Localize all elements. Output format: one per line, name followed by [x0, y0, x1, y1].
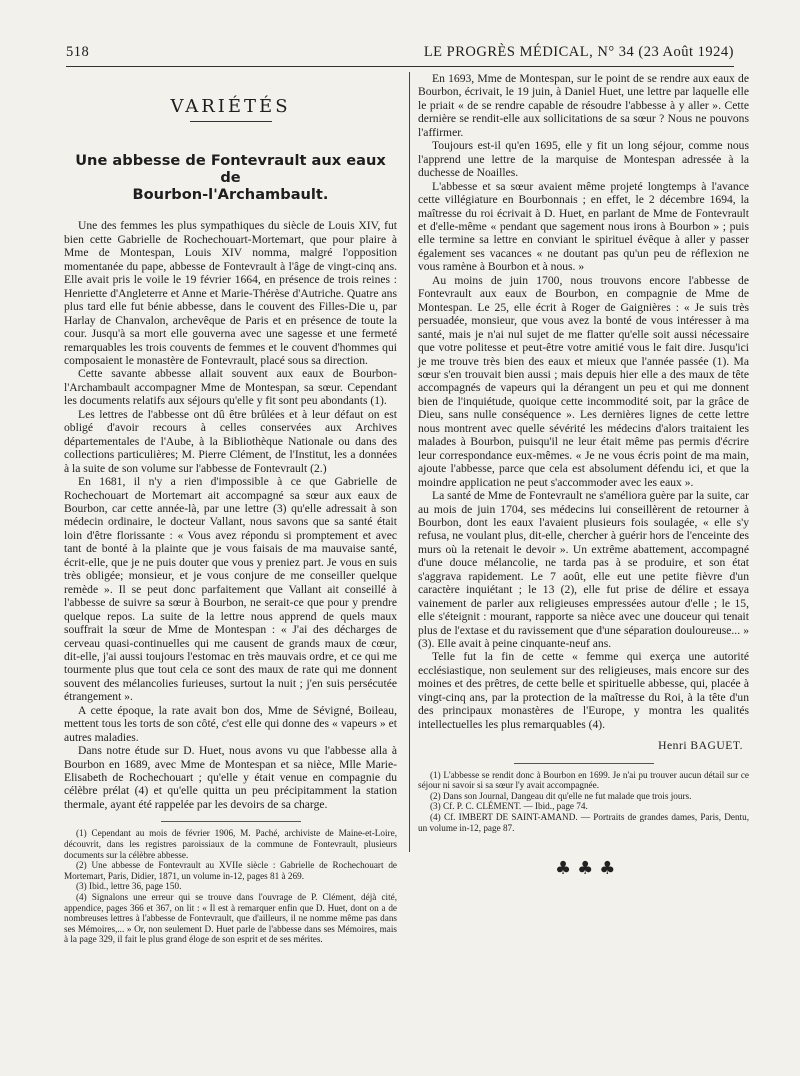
footnote: (2) Une abbesse de Fontevrault au XVIIe siècle : Gabrielle de Rochechouart de Mortemart, Paris, Didier, 1871, un volume in-12, pages 81 à 269.	[64, 860, 397, 881]
title-line-1: Une abbesse de Fontevrault aux eaux de	[75, 152, 386, 187]
footnote-rule	[514, 763, 654, 764]
paragraph: Au moins de juin 1700, nous trouvons encore l'abbesse de Fontevrault aux eaux de Bourbon, en compagnie de Mme de Montespan. Le 25, elle écrit à Roger de Gaignières : « Je suis très persuadée, monsieur, que vous avez la bonté de vous intéresser à ma santé, mais je n'ai nul sujet de me flatter qu'elle soit aussi nécessaire que votre politesse et peut-être votre amitié vous le fait dire. Jusqu'ici je me trouve très bien des eaux et mieux que l'année passée (1). Ma sœur s'en trouvait bien aussi ; mais depuis hier elle a des maux de tête accompagnés de vapeurs qui la dérangent un peu et qui me donnent bien de l'inquiétude, quoique cette incommodité soit, par la grâce de Dieu, sans nulle conséquence ». Les dernières lignes de cette lettre nous montrent avec quelle sévérité les médecins d'alors traitaient les malades à Bourbon, puisqu'il ne leur était même pas permis d'écrire leur correspondance eux-mêmes. « Je ne vous écris point de ma main, ajoute l'abbesse, parce que cela est absolument défendu ici, et que la moindre application ne peut s'accommoder avec les eaux ».	[418, 273, 749, 489]
title-line-2: Bourbon-l'Archambault.	[132, 186, 329, 204]
footnotes-left	[64, 828, 397, 945]
footnote: (3) Ibid., lettre 36, page 150.	[76, 881, 182, 892]
right-column	[418, 72, 749, 833]
paragraph: Une des femmes les plus sympathiques du siècle de Louis XIV, fut bien cette Gabrielle de Rochechouart-Mortemart, que pour plaire à Mme de Montespan, Louis XIV nomma, malgré l'opposition momentanée du pape, abbesse de Fontevrault à l'âge de vingt-cinq ans. Elle avait pris le voile le 19 février 1664, en présence de trois reines : Henriette d'Angleterre et Anne et Marie-Thérèse d'Autriche. Quatre ans plus tard elle fut bénie abbesse, dans le couvent des Filles-Die u, par Harlay de Chanvalon, archevêque de Paris et en présence de toute la cour. Jusqu'à sa mort elle gouverna avec une sagesse et une fermeté remarquables les trois couvents de femmes et le couvent d'hommes qui composaient le monastère de Fontevrault, placé sous sa direction.	[64, 219, 397, 367]
footnote: (3) Cf. P. C. CLÉMENT. — Ibid., page 74.	[430, 801, 588, 812]
article-title	[64, 152, 397, 203]
footnote: (4) Cf. IMBERT DE SAINT-AMAND. — Portraits de grandes dames, Paris, Dentu, un volume in-12, page 87.	[418, 812, 749, 833]
page-number: 518	[66, 44, 90, 60]
footnote: (1) Cependant au mois de février 1906, M. Paché, archiviste de Maine-et-Loire, découvrit, dans les registres paroissiaux de la commune de Fontevrault, plusieurs documents sur la célèbre abbesse.	[64, 828, 397, 860]
header-rule	[66, 66, 734, 67]
section-heading: VARIÉTÉS	[170, 96, 291, 117]
paragraph: Les lettres de l'abbesse ont dû être brûlées et à leur défaut on est obligé d'avoir recours à celles conservées aux Archives départementales de l'Aube, à la Bibliothèque Nationale ou dans des collections particulières; M. Pierre Clément, de l'Institut, les a données à la suite de son volume sur l'abbesse de Fontevrault (2.)	[64, 407, 397, 475]
footnote: (1) L'abbesse se rendit donc à Bourbon en 1699. Je n'ai pu trouver aucun détail sur ce séjour ni savoir si sa sœur l'y avait accompagnée.	[418, 769, 749, 791]
paragraph: A cette époque, la rate avait bon dos, Mme de Sévigné, Boileau, mettent tous les torts de son côté, c'est elle qui donne des « vapeurs » et autres maladies.	[64, 703, 397, 744]
author-signature: Henri BAGUET.	[658, 739, 743, 753]
paragraph: Telle fut la fin de cette « femme qui exerça une autorité ecclésiastique, non seulement sur des religieuses, mais encore sur des moines et des prêtres, de cette belle et spirituelle abbesse, qui, placée à vingt-cinq ans, par la protection de la maîtresse du Roi, à la tête d'un des principaux monastères de l'Europe, y montra les qualités intellectuelles les plus remarquables (4).	[418, 650, 749, 731]
column-divider	[409, 72, 410, 852]
footnote: (4) Signalons une erreur qui se trouve dans l'ouvrage de P. Clément, déjà cité, appendice, pages 366 et 367, on lit : « Il est à remarquer enfin que D. Huet, dont on a de nombreuses lettres à l'abbesse de Fontevrault, que d'ailleurs, il ne nomme même pas dans ses Mémoires,... » Or, non seulement D. Huet parle de l'abbesse dans ses Mémoires, mais à la page 329, il fait le plus grand éloge de son esprit et de ses mérites.	[64, 891, 397, 945]
journal-title: LE PROGRÈS MÉDICAL, N° 34 (23 Août 1924)	[423, 44, 734, 60]
paragraph: La santé de Mme de Fontevrault ne s'améliora guère par la suite, car au mois de juin 1704, ses médecins lui conseillèrent de retourner à Bourbon, dont les eaux l'avaient plusieurs fois soulagée, « elle s'y refusa, ne voulant plus, dit-elle, chercher à guérir hors de l'enceinte des murs où la retenait le devoir ». Un extrême abattement, accompagné d'une douce mélancolie, ne tarda pas à se produire, et son état s'aggrava rapidement. Le 7 août, elle eut une petite fièvre d'un caractère inquiétant ; le 13 (2), elle fut prise de délire et essaya vainement de parler aux religieuses empressées autour d'elle ; le 15, elle s'éteignit : mourant, rapporte sa nièce avec une douceur qui tenait plus de l'extase et du ravissement que d'une séparation douloureuse... » (3). Elle avait à peine cinquante-neuf ans.	[418, 489, 749, 651]
section-rule	[190, 121, 272, 122]
left-column	[64, 72, 397, 945]
paragraph: Dans notre étude sur D. Huet, nous avons vu que l'abbesse alla à Bourbon en 1689, avec Mme de Montespan et sa nièce, Mlle Marie-Elisabeth de Rochechouart ; qu'elle y était venue en compagnie du célèbre prélat (4) et qu'elle quitta un peu précipitamment la station thermale, ayant été rappelée par les devoirs de sa charge.	[64, 744, 397, 811]
paragraph: En 1681, il n'y a rien d'impossible à ce que Gabrielle de Rochechouart de Mortemart ait accompagné sa sœur aux eaux de Bourbon, car cette année-là, par une lettre (3) qu'elle adressait à son médecin ordinaire, le docteur Vallant, nous savons que sa santé était loin d'être florissante : « Vous avez répondu si promptement et avec tant de bonté à la plainte que je vous faisais de ma mauvaise santé, écrit-elle, que je ne puis douter que vous y preniez part. Je vous en suis très obligée; monsieur, et je vous conjure de me conseiller quelque remède ». Il se peut donc parfaitement que Vallant ait conseillé à l'abbesse de suivre sa sœur à Bourbon, ne serait-ce que pour y prendre quelque repos. La suite de la lettre nous apprend de quels maux souffrait la sœur de Mme de Montespan : « J'ai des décharges de cerveau quasi-continuelles qui me causent de grands maux de cœur, dit-elle, j'ai aussi toujours l'estomac en très mauvais ordre, et ce qui me tourmente plus que tout cela ce sont des maux de rate qui me donnent souvent des mélancolies furieuses, surtout la nuit ; j'en suis persécutée étrangement ».	[64, 475, 397, 704]
paragraph: En 1693, Mme de Montespan, sur le point de se rendre aux eaux de Bourbon, écrivait, le 19 juin, à Daniel Huet, une lettre par laquelle elle le priait « de se rendre capable de résoudre l'abbesse à y aller ». Cette dernière se rendit-elle aux sollicitations de sa sœur ? Nous ne pouvons l'affirmer.	[418, 72, 749, 139]
footnote-rule	[161, 821, 301, 822]
footnote: (2) Dans son Journal, Dangeau dit qu'elle ne fut malade que trois jours.	[430, 790, 692, 801]
paragraph: Toujours est-il qu'en 1695, elle y fit un long séjour, comme nous l'apprend une lettre de la marquise de Montespan adressée à la duchesse de Noailles.	[418, 139, 749, 180]
running-head	[66, 44, 734, 61]
paragraph: Cette savante abbesse allait souvent aux eaux de Bourbon-l'Archambault accompagner Mme de Montespan, sa sœur. Cependant les documents relatifs aux séjours qu'elle y fit sont peu abondants (1).	[64, 367, 397, 408]
footnotes-right	[418, 770, 749, 834]
paragraph: L'abbesse et sa sœur avaient même projeté longtemps à l'avance cette villégiature en Bourbonnais ; en effet, le 2 décembre 1694, la maîtresse du roi écrivait à D. Huet, en parlant de Mme de Fontevrault et d'elle-même « pendant que sagement nous irons à Bourbon » ; puis elle termine sa lettre en conviant le spirituel évêque à aller y passer également ses vacances « ne doutant pas qu'un peu de réflexion ne vous ramène à Bourbon et à nous. »	[418, 179, 749, 274]
fleuron-ornament: ♣♣♣	[555, 858, 622, 879]
